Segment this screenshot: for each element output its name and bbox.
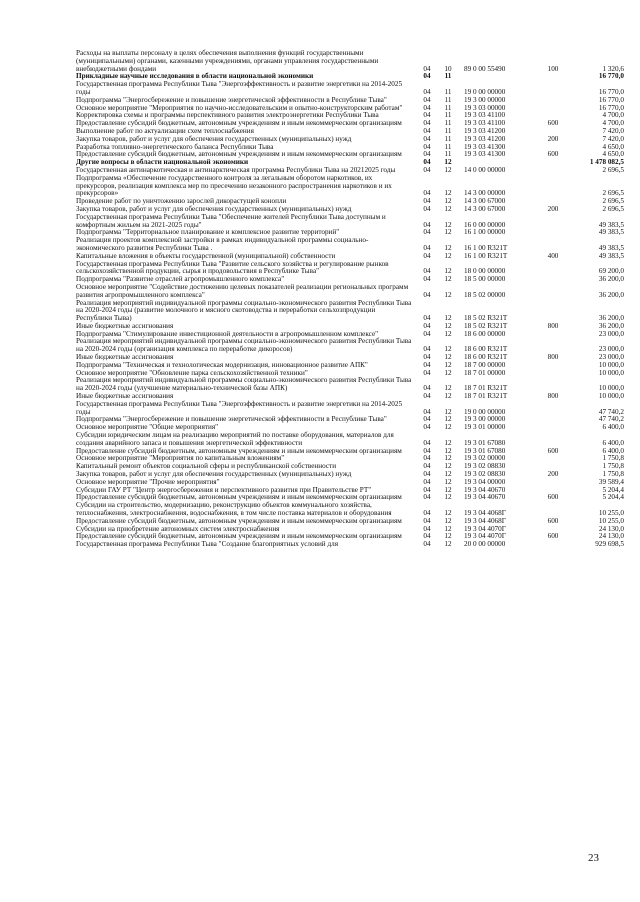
row-amount: 2 696,5	[602, 204, 624, 213]
row-section-code: 04	[423, 228, 431, 237]
row-section-code: 04	[423, 267, 431, 276]
row-amount: 23 000,0	[598, 345, 624, 354]
row-subsection-code: 12	[444, 423, 452, 432]
row-subsection-code: 12	[444, 243, 452, 252]
row-amount: 10 255,0	[598, 509, 624, 518]
row-subsection-code: 12	[444, 158, 452, 167]
row-name: Подпрограмма "Энергосбережение и повышение энергетической эффективности в Республике Тыва"	[76, 415, 387, 424]
row-subsection-code: 12	[444, 516, 452, 525]
row-target-article: 18 6 00 00000	[464, 329, 506, 338]
row-target-article: 19 3 00 00000	[464, 95, 506, 104]
row-expense-type: 800	[547, 392, 559, 401]
row-subsection-code: 11	[444, 119, 452, 128]
row-target-article: 19 3 04 4068Г	[464, 509, 506, 518]
row-name: Иные бюджетные ассигнования	[76, 353, 174, 362]
row-subsection-code: 12	[444, 477, 452, 486]
row-section-code: 04	[423, 189, 431, 198]
row-amount: 69 200,0	[598, 267, 624, 276]
row-section-code: 04	[423, 275, 431, 284]
row-subsection-code: 12	[444, 220, 452, 229]
row-subsection-code: 12	[444, 532, 452, 541]
row-amount: 16 770,0	[598, 103, 624, 112]
row-name: Закупка товаров, работ и услуг для обеспечения государственных (муниципальных) нужд	[76, 470, 352, 479]
row-subsection-code: 12	[444, 345, 452, 354]
row-name: Предоставление субсидий бюджетным, автономным учреждениям и иным некоммерческим организациям	[76, 446, 402, 455]
row-target-article: 18 6 00 R321T	[464, 353, 508, 362]
row-target-article	[458, 73, 538, 81]
row-subsection-code: 12	[444, 368, 452, 377]
row-subsection-code: 12	[444, 446, 452, 455]
row-name: Выполнение работ по актуализации схем теплоснабжения	[76, 126, 254, 135]
row-amount: 47 740,2	[598, 407, 624, 416]
row-expense-type: 800	[547, 353, 559, 362]
row-subsection-code: 12	[444, 493, 452, 502]
row-target-article: 19 3 03 41200	[464, 126, 506, 135]
row-amount: 2 696,5	[602, 165, 624, 174]
row-expense-type	[538, 300, 568, 323]
row-section-code: 04	[423, 134, 431, 143]
row-section-code: 04	[423, 477, 431, 486]
row-section-code: 04	[423, 95, 431, 104]
row-section-code: 04	[423, 493, 431, 502]
row-name: Корректировка схемы и программы перспективного развития электроэнергетики Республики Тыва	[76, 111, 379, 120]
row-expense-type	[538, 237, 568, 253]
row-target-article: 16 0 00 00000	[464, 220, 506, 229]
row-amount: 16 770,0	[598, 72, 624, 81]
row-amount: 24 130,0	[598, 532, 624, 541]
row-subsection-code: 12	[444, 329, 452, 338]
row-subsection-code: 12	[444, 321, 452, 330]
row-amount: 23 000,0	[598, 329, 624, 338]
row-name: Капитальный ремонт объектов социальной сферы и республиканской собственности	[76, 462, 337, 471]
row-amount: 4 650,0	[602, 150, 624, 159]
row-section-code: 04	[423, 243, 431, 252]
row-amount: 47 740,2	[598, 415, 624, 424]
row-amount: 2 696,5	[602, 189, 624, 198]
row-section-code: 04	[423, 524, 431, 533]
row-expense-type	[538, 261, 568, 277]
row-name: Проведение работ по уничтожению зарослей дикорастущей конопли	[76, 197, 287, 206]
row-subsection-code: 12	[444, 275, 452, 284]
row-target-article: 20 0 00 00000	[464, 540, 506, 549]
row-expense-type	[538, 370, 568, 378]
row-expense-type	[538, 167, 568, 175]
table-row	[76, 237, 624, 253]
row-subsection-code: 11	[444, 150, 452, 159]
row-amount: 1 750,8	[602, 454, 624, 463]
row-subsection-code: 11	[444, 103, 452, 112]
row-name: Государственная программа Республики Тыва "Энергоэффективность и развитие энергетики на 2014-2025 годы	[76, 80, 403, 96]
row-target-article: 14 3 00 67000	[464, 197, 506, 206]
row-name: Основное мероприятие "Прочие мероприятия"	[76, 477, 220, 486]
row-name: Реализация мероприятий индивидуальной программы социально-экономического развития Республики Тыва на 2020-2024 годы (улучшение материально-технической базы АПК)	[76, 376, 412, 393]
row-name: Другие вопросы в области национальной экономики	[76, 158, 249, 167]
row-expense-type	[538, 377, 568, 393]
row-target-article: 18 6 00 R321T	[464, 345, 508, 354]
row-target-article: 19 3 04 4070Г	[464, 532, 506, 541]
row-section-code: 04	[423, 462, 431, 471]
row-name: Государственная программа Республики Тыва "Создание благоприятных условий для	[76, 540, 339, 549]
row-name: Подпрограмма "Развитие отраслей агропромышленного комплекса"	[76, 275, 285, 284]
row-expense-type	[538, 175, 568, 198]
row-section-code: 04	[423, 150, 431, 159]
table-row	[76, 541, 624, 549]
row-subsection-code: 12	[444, 392, 452, 401]
row-name: Расходы на выплаты персоналу в целях обеспечения выполнения функций государственными (муниципальными) органами, казенными учреждениями, органами управления государственными внебюджетными фондами	[76, 49, 379, 73]
budget-table	[76, 50, 624, 549]
row-target-article: 19 3 03 41100	[464, 119, 506, 128]
row-section-code: 04	[423, 407, 431, 416]
row-amount: 10 255,0	[598, 516, 624, 525]
row-target-article: 19 3 02 00000	[464, 454, 506, 463]
row-amount: 1 478 082,5	[589, 158, 624, 167]
row-amount: 49 383,5	[598, 220, 624, 229]
row-target-article: 19 3 03 41200	[464, 134, 506, 143]
row-target-article: 14 3 00 00000	[464, 189, 506, 198]
row-section-code: 04	[423, 509, 431, 518]
row-name: Реализация мероприятий индивидуальной программы социально-экономического развития Республики Тыва на 2020-2024 годы (организация комплекса по переработке дикоросов)	[76, 337, 412, 354]
row-target-article: 18 5 00 00000	[464, 275, 506, 284]
row-amount: 36 200,0	[598, 290, 624, 299]
row-amount: 49 383,5	[598, 251, 624, 260]
row-expense-type: 200	[547, 470, 559, 479]
row-target-article: 18 5 02 00000	[464, 290, 506, 299]
row-subsection-code: 12	[444, 415, 452, 424]
table-row	[76, 50, 624, 73]
row-subsection-code: 11	[444, 72, 452, 81]
row-subsection-code: 11	[444, 134, 452, 143]
row-amount: 39 589,4	[598, 477, 624, 486]
row-subsection-code: 12	[444, 462, 452, 471]
row-subsection-code: 12	[444, 485, 452, 494]
row-amount: 24 130,0	[598, 524, 624, 533]
row-section-code: 04	[423, 345, 431, 354]
row-target-article: 19 3 04 00000	[464, 477, 506, 486]
row-section-code: 04	[423, 165, 431, 174]
row-amount: 10 000,0	[598, 360, 624, 369]
row-name: Основное мероприятие "Мероприятия по капитальным вложениям"	[76, 454, 285, 463]
row-section-code: 04	[423, 415, 431, 424]
row-name: Подпрограмма "Техническая и технологическая модернизация, инновационное развитие АПК"	[76, 360, 368, 369]
row-name: Предоставление субсидий бюджетным, автономным учреждениям и иным некоммерческим организациям	[76, 493, 402, 502]
row-section-code: 04	[423, 103, 431, 112]
row-amount: 6 400,0	[602, 423, 624, 432]
row-expense-type	[538, 416, 568, 424]
row-subsection-code: 12	[444, 407, 452, 416]
row-target-article: 19 3 03 00000	[464, 103, 506, 112]
row-amount: 49 383,5	[598, 228, 624, 237]
row-expense-type: 600	[547, 516, 559, 525]
row-section-code: 04	[423, 220, 431, 229]
row-name: Подпрограмма "Энергосбережение и повышение энергетической эффективности в Республике Тыва"	[76, 95, 387, 104]
row-section-code: 04	[423, 87, 431, 96]
row-target-article: 19 3 03 41300	[464, 142, 506, 151]
row-section-code: 04	[423, 126, 431, 135]
table-row	[76, 432, 624, 448]
row-section-code: 04	[423, 532, 431, 541]
row-target-article: 16 1 00 R321T	[464, 243, 508, 252]
row-expense-type: 600	[547, 119, 559, 128]
row-target-article: 18 5 02 R321T	[464, 321, 508, 330]
row-name: Основное мероприятие "Содействие достижению целевых показателей реализации региональных программ развития агропромышленного комплекса"	[76, 282, 409, 299]
row-target-article: 19 0 00 00000	[464, 87, 506, 96]
row-name: Закупка товаров, работ и услуг для обеспечения государственных (муниципальных) нужд	[76, 134, 352, 143]
row-subsection-code: 10	[444, 64, 452, 73]
row-subsection-code: 12	[444, 454, 452, 463]
row-target-article: 19 3 01 67080	[464, 438, 506, 447]
row-subsection-code: 12	[444, 470, 452, 479]
row-amount: 4 700,0	[602, 111, 624, 120]
row-name: Основное мероприятие "Общие мероприятия"	[76, 423, 219, 432]
row-name: Разработка топливно-энергетического баланса Республики Тыва	[76, 142, 274, 151]
row-target-article: 19 3 04 40670	[464, 493, 506, 502]
row-expense-type: 200	[547, 134, 559, 143]
row-section-code: 04	[423, 329, 431, 338]
row-section-code: 04	[423, 251, 431, 260]
row-expense-type	[538, 338, 568, 354]
row-name: Государственная программа Республики Тыва "Развитие сельского хозяйства и регулирование рынков сельскохозяйственной продукции, сырья и продовольствия в Республике Тыва"	[76, 259, 389, 276]
row-subsection-code: 11	[444, 111, 452, 120]
row-section-code: 04	[423, 438, 431, 447]
row-name: Закупка товаров, работ и услуг для обеспечения государственных (муниципальных) нужд	[76, 204, 352, 213]
row-section-code: 04	[423, 64, 431, 73]
row-subsection-code: 12	[444, 384, 452, 393]
row-amount: 2 696,5	[602, 197, 624, 206]
table-row	[76, 502, 624, 518]
row-amount: 5 204,4	[602, 493, 624, 502]
row-name: Иные бюджетные ассигнования	[76, 321, 174, 330]
row-amount: 16 770,0	[598, 95, 624, 104]
row-section-code: 04	[423, 516, 431, 525]
row-amount: 6 400,0	[602, 446, 624, 455]
row-target-article: 89 0 00 55490	[464, 64, 506, 73]
row-name: Предоставление субсидий бюджетным, автономным учреждениям и иным некоммерческим организациям	[76, 532, 402, 541]
row-amount: 5 204,4	[602, 485, 624, 494]
row-target-article: 16 1 00 R321T	[464, 251, 508, 260]
row-target-article: 18 7 01 00000	[464, 368, 506, 377]
row-amount: 49 383,5	[598, 243, 624, 252]
row-name: Реализация мероприятий индивидуальной программы социально-экономического развития Республики Тыва на 2020-2024 годы (развитие молочного и мясного скотоводства и переработки сельхозпродукции Республики Тыва)	[76, 298, 412, 323]
row-subsection-code: 12	[444, 524, 452, 533]
row-amount: 16 770,0	[598, 87, 624, 96]
row-section-code: 04	[423, 158, 431, 167]
row-section-code: 04	[423, 142, 431, 151]
row-name: Предоставление субсидий бюджетным, автономным учреждениям и иным некоммерческим организациям	[76, 119, 402, 128]
row-section-code: 04	[423, 72, 431, 81]
table-row	[76, 338, 624, 354]
row-name: Государственная программа Республики Тыва "Энергоэффективность и развитие энергетики на 2014-2025 годы	[76, 399, 403, 416]
row-name: Государственная антинаркотическая и антинарктическая программа Республики Тыва на 20212025 годы	[76, 165, 396, 174]
row-section-code: 04	[423, 392, 431, 401]
row-target-article: 14 0 00 00000	[464, 165, 506, 174]
row-section-code: 04	[423, 353, 431, 362]
row-name: Субсидии на строительство, модернизацию, реконструкцию объектов коммунального хозяйства, теплоснабжения, электроснабжения, водоснабжения, в том числе поставка материалов и оборудования	[76, 501, 392, 518]
row-section-code: 04	[423, 454, 431, 463]
table-row	[76, 401, 624, 417]
row-amount: 10 000,0	[598, 384, 624, 393]
row-expense-type	[538, 455, 568, 463]
row-expense-type	[538, 276, 568, 284]
table-row	[76, 261, 624, 277]
row-expense-type	[538, 424, 568, 432]
row-section-code: 04	[423, 314, 431, 323]
row-subsection-code: 11	[444, 126, 452, 135]
table-row	[76, 300, 624, 323]
row-subsection-code: 12	[444, 360, 452, 369]
row-amount: 1 750,8	[602, 470, 624, 479]
budget-table-body	[76, 50, 624, 549]
row-amount: 7 420,0	[602, 126, 624, 135]
row-subsection-code: 12	[444, 540, 452, 549]
row-section-code: 04	[423, 197, 431, 206]
page-number: 23	[588, 852, 599, 864]
row-expense-type	[538, 502, 568, 518]
row-subsection-code: 11	[444, 95, 452, 104]
row-subsection-code: 12	[444, 509, 452, 518]
row-expense-type	[538, 159, 568, 167]
row-section-code: 04	[423, 485, 431, 494]
row-target-article: 18 7 01 R321T	[464, 392, 508, 401]
row-expense-type: 400	[547, 251, 559, 260]
row-name: Субсидии на приобретение автономных систем электроснабжения	[76, 524, 280, 533]
row-subsection-code: 12	[444, 165, 452, 174]
row-amount: 36 200,0	[598, 321, 624, 330]
row-expense-type	[538, 541, 568, 549]
row-amount: 4 700,0	[602, 119, 624, 128]
row-expense-type	[538, 331, 568, 339]
row-expense-type: 600	[547, 446, 559, 455]
row-expense-type	[538, 105, 568, 113]
row-target-article: 18 0 00 00000	[464, 267, 506, 276]
row-expense-type	[538, 362, 568, 370]
row-expense-type	[538, 73, 568, 81]
row-name: Предоставление субсидий бюджетным, автономным учреждениям и иным некоммерческим организациям	[76, 516, 402, 525]
row-subsection-code: 12	[444, 438, 452, 447]
row-amount: 23 000,0	[598, 353, 624, 362]
row-section-code: 04	[423, 119, 431, 128]
row-expense-type: 600	[547, 150, 559, 159]
row-section-code: 04	[423, 384, 431, 393]
row-expense-type	[538, 214, 568, 230]
row-amount: 929 698,5	[595, 540, 624, 549]
row-subsection-code: 12	[444, 290, 452, 299]
row-subsection-code: 12	[444, 251, 452, 260]
row-name: Иные бюджетные ассигнования	[76, 392, 174, 401]
row-name: Капитальные вложения в объекты государственной (муниципальной) собственности	[76, 251, 336, 260]
row-subsection-code: 12	[444, 189, 452, 198]
row-target-article: 18 5 02 R321T	[464, 314, 508, 323]
row-subsection-code: 12	[444, 314, 452, 323]
row-name: Прикладные научные исследования в области национальной экономики	[76, 72, 314, 81]
row-section-code: 04	[423, 290, 431, 299]
row-target-article: 19 3 00 00000	[464, 415, 506, 424]
row-section-code: 04	[423, 360, 431, 369]
row-target-article: 19 3 04 4068Г	[464, 516, 506, 525]
row-name: Подпрограмма "Стимулирование инвестиционной деятельности в агропромышленном комплексе"	[76, 329, 379, 338]
row-target-article: 18 7 00 00000	[464, 360, 506, 369]
row-section-code: 04	[423, 204, 431, 213]
table-row	[76, 81, 624, 97]
row-amount: 36 200,0	[598, 275, 624, 284]
row-amount: 36 200,0	[598, 314, 624, 323]
row-amount: 1 320,6	[602, 64, 624, 73]
row-subsection-code: 12	[444, 204, 452, 213]
row-target-article: 19 3 01 67080	[464, 446, 506, 455]
row-expense-type: 100	[547, 64, 559, 73]
table-row	[76, 214, 624, 230]
row-target-article: 19 0 00 00000	[464, 407, 506, 416]
row-amount: 10 000,0	[598, 368, 624, 377]
row-target-article: 16 1 00 00000	[464, 228, 506, 237]
row-name: Реализация проектов комплексной застройки в рамках индивидуальной программы социально-экономического развития Республики Тыва .	[76, 236, 369, 252]
row-target-article: 19 3 03 41100	[464, 111, 506, 120]
row-section-code: 04	[423, 111, 431, 120]
row-expense-type: 200	[547, 204, 559, 213]
row-amount: 7 420,0	[602, 134, 624, 143]
row-name: Субсидии ГАУ РТ "Центр энергосбережения и перспективного развития при Правительстве РТ"	[76, 485, 372, 494]
row-section-code: 04	[423, 540, 431, 549]
row-subsection-code: 11	[444, 142, 452, 151]
row-name: Субсидии юридическим лицам на реализацию мероприятий по поставке оборудования, материалов для создания аварийного запаса и повышения энергетической эффективности	[76, 431, 394, 447]
row-target-article: 19 3 04 40670	[464, 485, 506, 494]
row-amount: 6 400,0	[602, 438, 624, 447]
row-subsection-code: 12	[444, 267, 452, 276]
row-expense-type	[538, 432, 568, 448]
row-target-article: 19 3 02 08830	[464, 470, 506, 479]
row-name: Основное мероприятие "Обновление парка сельскохозяйственной техники"	[76, 368, 308, 377]
row-target-article: 19 3 02 08830	[464, 462, 506, 471]
row-subsection-code: 12	[444, 353, 452, 362]
row-subsection-code: 12	[444, 228, 452, 237]
row-amount: 4 650,0	[602, 142, 624, 151]
row-name: Подпрограмма "Территориальное планирование и комплексное развитие территорий"	[76, 228, 340, 237]
row-subsection-code: 11	[444, 87, 452, 96]
row-name: Государственная программа Республики Тыва "Обеспечение жителей Республики Тыва доступным и комфортным жильем на 2021-2025 годы"	[76, 212, 386, 229]
row-target-article: 19 3 04 4070Г	[464, 524, 506, 533]
row-target-article: 19 3 01 00000	[464, 423, 506, 432]
row-expense-type	[538, 284, 568, 300]
row-expense-type	[538, 401, 568, 417]
table-row	[76, 377, 624, 393]
row-expense-type	[538, 479, 568, 487]
row-expense-type: 600	[547, 493, 559, 502]
row-expense-type: 800	[547, 321, 559, 330]
table-row	[76, 284, 624, 300]
row-target-article: 19 3 03 41300	[464, 150, 506, 159]
row-section-code: 04	[423, 446, 431, 455]
row-amount: 10 000,0	[598, 392, 624, 401]
row-expense-type	[538, 97, 568, 105]
table-row	[76, 175, 624, 198]
row-expense-type: 600	[547, 532, 559, 541]
row-expense-type	[538, 81, 568, 97]
row-target-article: 14 3 00 67000	[464, 204, 506, 213]
row-expense-type	[538, 229, 568, 237]
row-name: Основное мероприятие "Мероприятия по научно-исследовательским и опытно-конструкторским работам"	[76, 103, 403, 112]
row-section-code: 04	[423, 423, 431, 432]
budget-table-page	[76, 49, 624, 549]
row-name: Предоставление субсидий бюджетным, автономным учреждениям и иным некоммерческим организациям	[76, 150, 402, 159]
row-subsection-code: 12	[444, 197, 452, 206]
row-name: Подпрограмма «Обеспечение государственного контроля за легальным оборотом наркотиков, их прекурсоров, реализация комплекса мер по пресечению незаконного распространения наркотиков и их прекурсоров»	[76, 173, 392, 198]
row-section-code: 04	[423, 470, 431, 479]
row-target-article: 18 7 01 R321T	[464, 384, 508, 393]
row-section-code: 04	[423, 321, 431, 330]
row-section-code: 04	[423, 368, 431, 377]
row-amount: 1 750,8	[602, 462, 624, 471]
